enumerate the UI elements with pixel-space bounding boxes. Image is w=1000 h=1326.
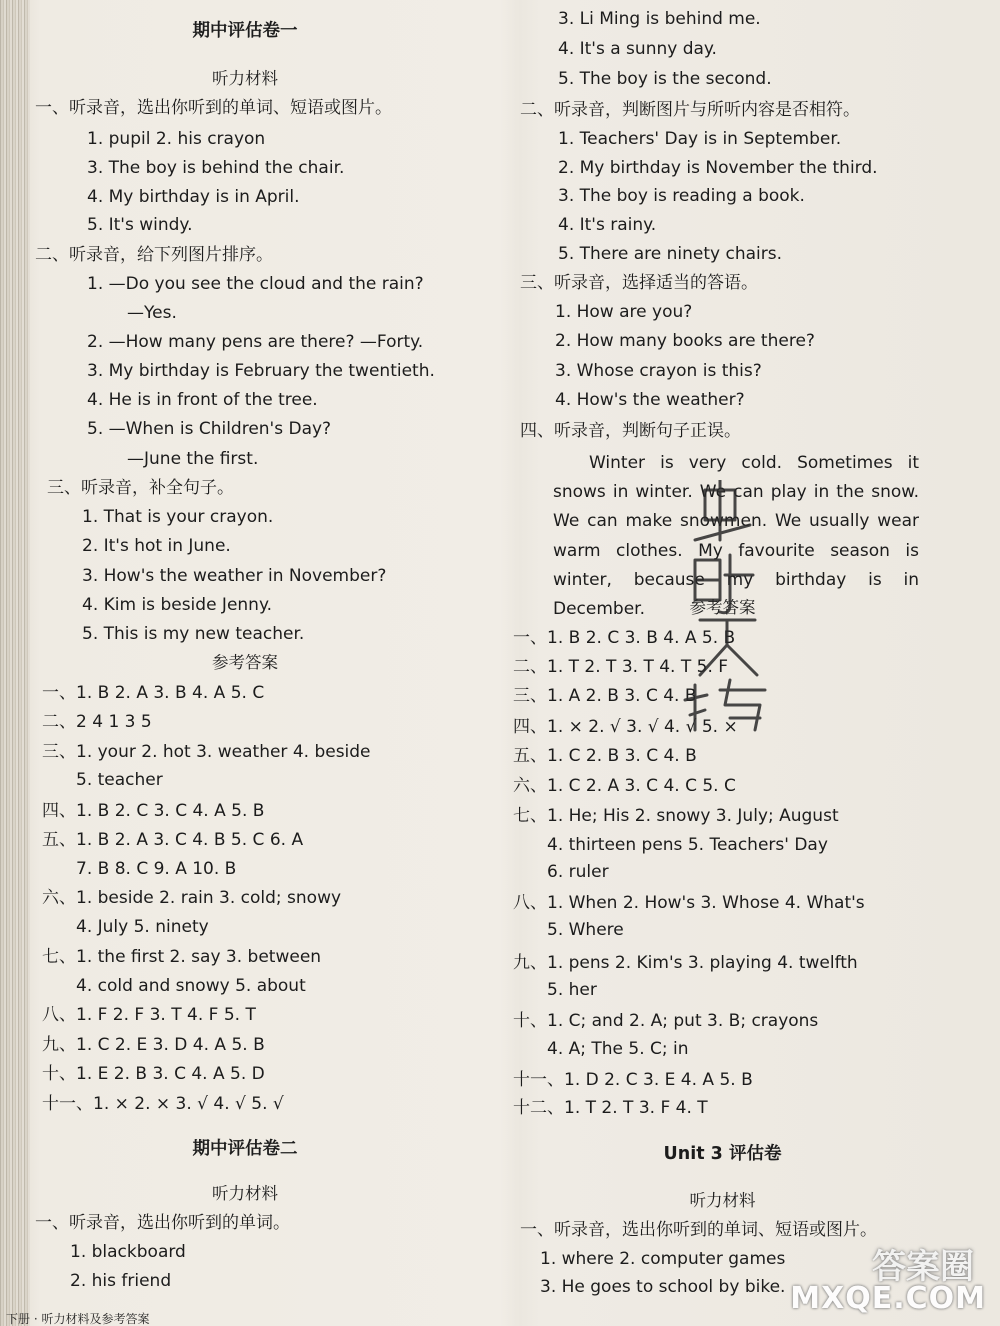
text-line: 三、听录音，补全句子。 [47,478,234,498]
text-line: 4. My birthday is in April. [87,187,300,207]
text-line: 五、1. C 2. B 3. C 4. B [513,746,697,766]
text-line: 九、1. C 2. E 3. D 4. A 5. B [42,1035,265,1055]
book-spine-edge [0,0,30,1326]
text-line: —June the first. [127,449,259,469]
text-line: 二、1. T 2. T 3. T 4. T 5. F [513,657,729,677]
section-heading: 听力材料 [212,1184,278,1203]
text-line: 4. A; The 5. C; in [547,1039,689,1059]
handwritten-watermark-scribble [675,480,785,740]
text-line: 1. Teachers' Day is in September. [558,129,842,149]
text-line: 6. ruler [547,862,609,882]
text-line: 一、听录音，选出你听到的单词。 [35,1213,290,1233]
text-line: 3. The boy is behind the chair. [87,158,345,178]
text-line: 7. B 8. C 9. A 10. B [76,859,237,879]
section-heading: 期中评估卷二 [192,1139,298,1159]
watermark-logo-text: 答案圈 [872,1247,974,1287]
text-line: 四、1. × 2. √ 3. √ 4. √ 5. × [513,717,738,737]
text-line: 2. his friend [70,1271,172,1291]
text-line: 四、听录音，判断句子正误。 [520,421,741,441]
text-line: 4. thirteen pens 5. Teachers' Day [547,835,828,855]
text-line: 六、1. C 2. A 3. C 4. C 5. C [513,776,736,796]
text-line: 七、1. He; His 2. snowy 3. July; August [513,806,839,826]
text-line: 1. blackboard [70,1242,186,1262]
text-line: 5. her [547,980,597,1000]
text-line: 五、1. B 2. A 3. C 4. B 5. C 6. A [42,830,304,850]
text-line: 5. This is my new teacher. [82,624,305,644]
text-line: 三、1. A 2. B 3. C 4. B [513,686,697,706]
text-line: 2. It's hot in June. [82,536,231,556]
left-column [30,0,460,1326]
text-line: 5. The boy is the second. [558,69,772,89]
text-line: 3. Li Ming is behind me. [558,9,761,29]
text-line: 4. cold and snowy 5. about [76,976,306,996]
text-line: 十、1. C; and 2. A; put 3. B; crayons [513,1011,819,1031]
section-heading: 听力材料 [212,69,278,88]
text-line: 2. My birthday is November the third. [558,158,878,178]
text-line: 1. —Do you see the cloud and the rain? [87,274,424,294]
text-line: 2. —How many pens are there? —Forty. [87,332,424,352]
text-line: 5. —When is Children's Day? [87,419,332,439]
watermark-url: MXQE.COM [790,1281,986,1316]
text-line: 二、2 4 1 3 5 [42,712,152,732]
text-line: 4. July 5. ninety [76,917,209,937]
text-line: 3. My birthday is February the twentieth. [87,361,435,381]
text-line: 1. pupil 2. his crayon [87,129,266,149]
text-line: 4. Kim is beside Jenny. [82,595,272,615]
text-line: 4. It's rainy. [558,215,657,235]
section-heading: Unit 3 评估卷 [663,1144,782,1164]
text-line: 5. Where [547,920,624,940]
text-line: 八、1. When 2. How's 3. Whose 4. What's [513,893,865,913]
text-line: 一、听录音，选出你听到的单词、短语或图片。 [520,1220,877,1240]
text-line: 1. where 2. computer games [540,1249,786,1269]
section-heading: 参考答案 [689,598,756,617]
text-line: 3. Whose crayon is this? [555,361,762,381]
text-line: 七、1. the first 2. say 3. between [42,947,322,967]
text-line: 一、1. B 2. C 3. B 4. A 5. B [513,628,736,648]
text-line: 十一、1. × 2. × 3. √ 4. √ 5. √ [42,1094,284,1114]
text-line: —Yes. [127,303,177,323]
text-line: 八、1. F 2. F 3. T 4. F 5. T [42,1005,256,1025]
reading-paragraph: Winter is very cold. Sometimes it snows in winter. We can play in the snow. We can make snowmen. We usually wear warm clothes. My favourite season is winter, because my birthday is in December. [553,453,919,620]
text-line: 十一、1. D 2. C 3. E 4. A 5. B [513,1070,753,1090]
text-line: 一、1. B 2. A 3. B 4. A 5. C [42,683,265,703]
text-line: 四、1. B 2. C 3. C 4. A 5. B [42,801,265,821]
text-line: 三、听录音，选择适当的答语。 [520,273,758,293]
text-line: 4. It's a sunny day. [558,39,717,59]
text-line: 二、听录音，判断图片与所听内容是否相符。 [520,100,860,120]
text-line: 1. How are you? [555,302,693,322]
text-line: 一、听录音，选出你听到的单词、短语或图片。 [35,98,392,118]
text-line: 二、听录音，给下列图片排序。 [35,245,273,265]
text-line: 2. How many books are there? [555,331,815,351]
page-footer: 下册 · 听力材料及参考答案 [6,1312,150,1326]
text-line: 三、1. your 2. hot 3. weather 4. beside [42,742,371,762]
section-heading: 参考答案 [212,653,278,672]
text-line: 5. teacher [76,770,163,790]
text-line: 4. He is in front of the tree. [87,390,318,410]
site-watermark [790,1238,986,1318]
text-line: 六、1. beside 2. rain 3. cold; snowy [42,888,342,908]
text-line: 4. How's the weather? [555,390,745,410]
text-line: 3. How's the weather in November? [82,566,387,586]
section-heading: 听力材料 [689,1191,756,1210]
text-line: 九、1. pens 2. Kim's 3. playing 4. twelfth [513,953,858,973]
text-line: 3. He goes to school by bike. [540,1277,786,1297]
text-line: 5. It's windy. [87,215,193,235]
text-line: 5. There are ninety chairs. [558,244,782,264]
text-line: 1. That is your crayon. [82,507,274,527]
text-line: 十、1. E 2. B 3. C 4. A 5. D [42,1064,265,1084]
section-heading: 期中评估卷一 [192,21,298,41]
text-line: 十二、1. T 2. T 3. F 4. T [513,1098,708,1118]
text-line: 3. The boy is reading a book. [558,186,805,206]
